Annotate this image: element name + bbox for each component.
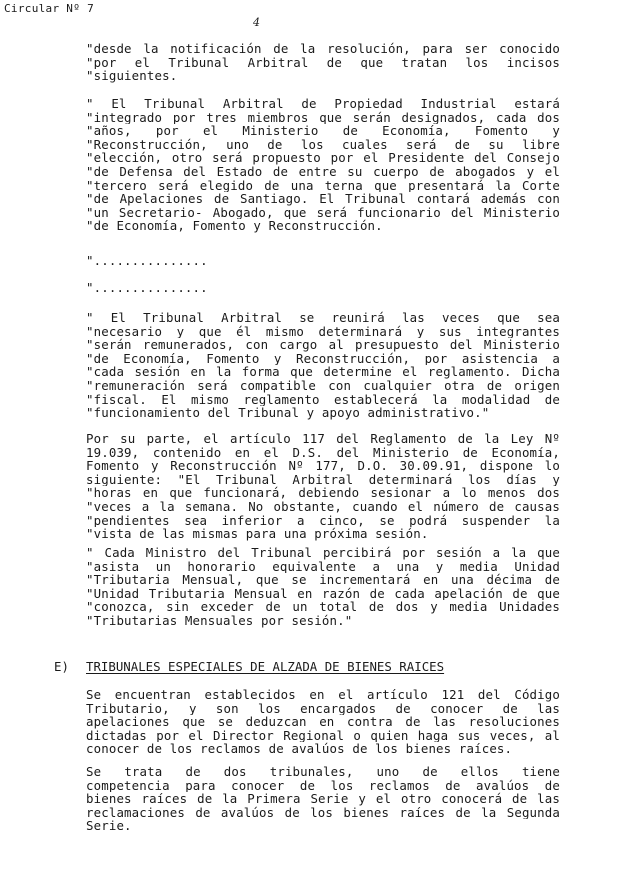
text-line: Tributario, y son los encargados de conocer de las — [86, 701, 560, 716]
text-line: bienes raíces de la Primera Serie y el otro conocerá de las — [86, 792, 560, 806]
text-line: "vista de las mismas para una próxima sesión. — [86, 527, 429, 541]
text-line: "serán remunerados, con cargo al presupuesto del Ministerio — [86, 338, 560, 352]
text-line: "necesario y que él mismo determinará y sus integrantes — [86, 324, 560, 339]
text-line: "por el Tribunal Arbitral de que tratan los incisos — [86, 55, 560, 70]
text-line: " Cada Ministro del Tribunal percibirá por sesión a la que — [86, 546, 560, 560]
paragraph-article-117 — [86, 432, 560, 541]
text-line: "............... — [86, 281, 208, 295]
text-line: Se encuentran establecidos en el artículo 121 del Código — [86, 688, 560, 702]
section-e-letter: E) — [54, 659, 69, 674]
text-line: "tercero será elegido de una terna que presentará la Corte — [86, 178, 560, 193]
paragraph-article-121 — [86, 688, 560, 756]
paragraph-two-tribunals — [86, 765, 560, 833]
section-e-heading — [54, 660, 474, 674]
paragraph-minister-fees — [86, 546, 560, 628]
ellipsis-line-1 — [86, 254, 560, 268]
text-line: " El Tribunal Arbitral de Propiedad Industrial estará — [86, 97, 560, 111]
text-line: "desde la notificación de la resolución, para ser conocido — [86, 42, 560, 56]
text-line: "Reconstrucción, uno de los cuales será de su libre — [86, 137, 560, 152]
text-line: Se trata de dos tribunales, uno de ellos tiene — [86, 765, 560, 779]
text-line: 19.039, contenido en el D.S. del Ministerio de Economía, — [86, 445, 560, 460]
text-line: "............... — [86, 254, 208, 268]
text-line: "funcionamiento del Tribunal y apoyo administrativo." — [86, 406, 490, 420]
text-line: "veces a la semana. No obstante, cuando el número de causas — [86, 499, 560, 514]
text-line: "de Apelaciones de Santiago. El Tribunal contará además con — [86, 192, 560, 206]
text-line: "de Defensa del Estado de entre su cuerpo de abogados y el — [86, 164, 560, 179]
text-line: "Unidad Tributaria Mensual en razón de cada apelación de que — [86, 586, 560, 601]
text-line: "integrado por tres miembros que serán designados, cada dos — [86, 110, 560, 125]
paragraph-notification — [86, 42, 560, 83]
text-line: dictadas por el Director Regional o quien haga sus veces, al — [86, 728, 560, 743]
text-line: conocer de los reclamos de avalúos de los bienes raíces. — [86, 742, 513, 756]
text-line: "un Secretario- Abogado, que será funcionario del Ministerio — [86, 205, 560, 220]
circular-label: Circular Nº 7 — [4, 2, 94, 15]
text-line: "horas en que funcionará, debiendo sesionar a lo menos dos — [86, 486, 560, 500]
text-line: "cada sesión en la forma que determine el reglamento. Dicha — [86, 365, 560, 379]
text-line: competencia para conocer de los reclamos de avalúos de — [86, 778, 560, 793]
text-line: "de Economía, Fomento y Reconstrucción, por asistencia a — [86, 351, 560, 366]
text-line: "elección, otro será propuesto por el Presidente del Consejo — [86, 151, 560, 165]
text-line: "años, por el Ministerio de Economía, Fomento y — [86, 124, 560, 138]
paragraph-tribunal-composition — [86, 97, 560, 233]
page-number: 4 — [253, 16, 260, 29]
paragraph-tribunal-sessions — [86, 311, 560, 420]
text-line: "Tributarias Mensuales por sesión." — [86, 613, 353, 628]
text-line: siguiente: "El Tribunal Arbitral determinará los días y — [86, 472, 560, 487]
text-line: Fomento y Reconstrucción Nº 177, D.O. 30.09.91, dispone lo — [86, 459, 560, 473]
text-line: "remuneración será compatible con cualquier otra de origen — [86, 378, 560, 393]
text-line: apelaciones que se deduzcan en contra de las resoluciones — [86, 715, 560, 729]
text-line: "fiscal. El mismo reglamento establecerá la modalidad de — [86, 392, 560, 407]
text-line: "siguientes. — [86, 69, 178, 83]
text-line: "de Economía, Fomento y Reconstrucción. — [86, 219, 383, 233]
text-line: " El Tribunal Arbitral se reunirá las veces que sea — [86, 311, 560, 325]
section-e-title: TRIBUNALES ESPECIALES DE ALZADA DE BIENES RAICES — [86, 659, 445, 674]
text-line: "asista un honorario equivalente a una y media Unidad — [86, 559, 560, 574]
text-line: reclamaciones de avalúos de los bienes raíces de la Segunda — [86, 805, 560, 820]
text-line: "Tributaria Mensual, que se incrementará en una décima de — [86, 573, 560, 587]
text-line: Serie. — [86, 819, 132, 833]
text-line: "conozca, sin exceder de un total de dos y media Unidades — [86, 600, 560, 614]
text-line: Por su parte, el artículo 117 del Reglamento de la Ley Nº — [86, 432, 560, 446]
ellipsis-line-2 — [86, 281, 560, 295]
text-line: "pendientes sea inferior a cinco, se podrá suspender la — [86, 513, 560, 528]
